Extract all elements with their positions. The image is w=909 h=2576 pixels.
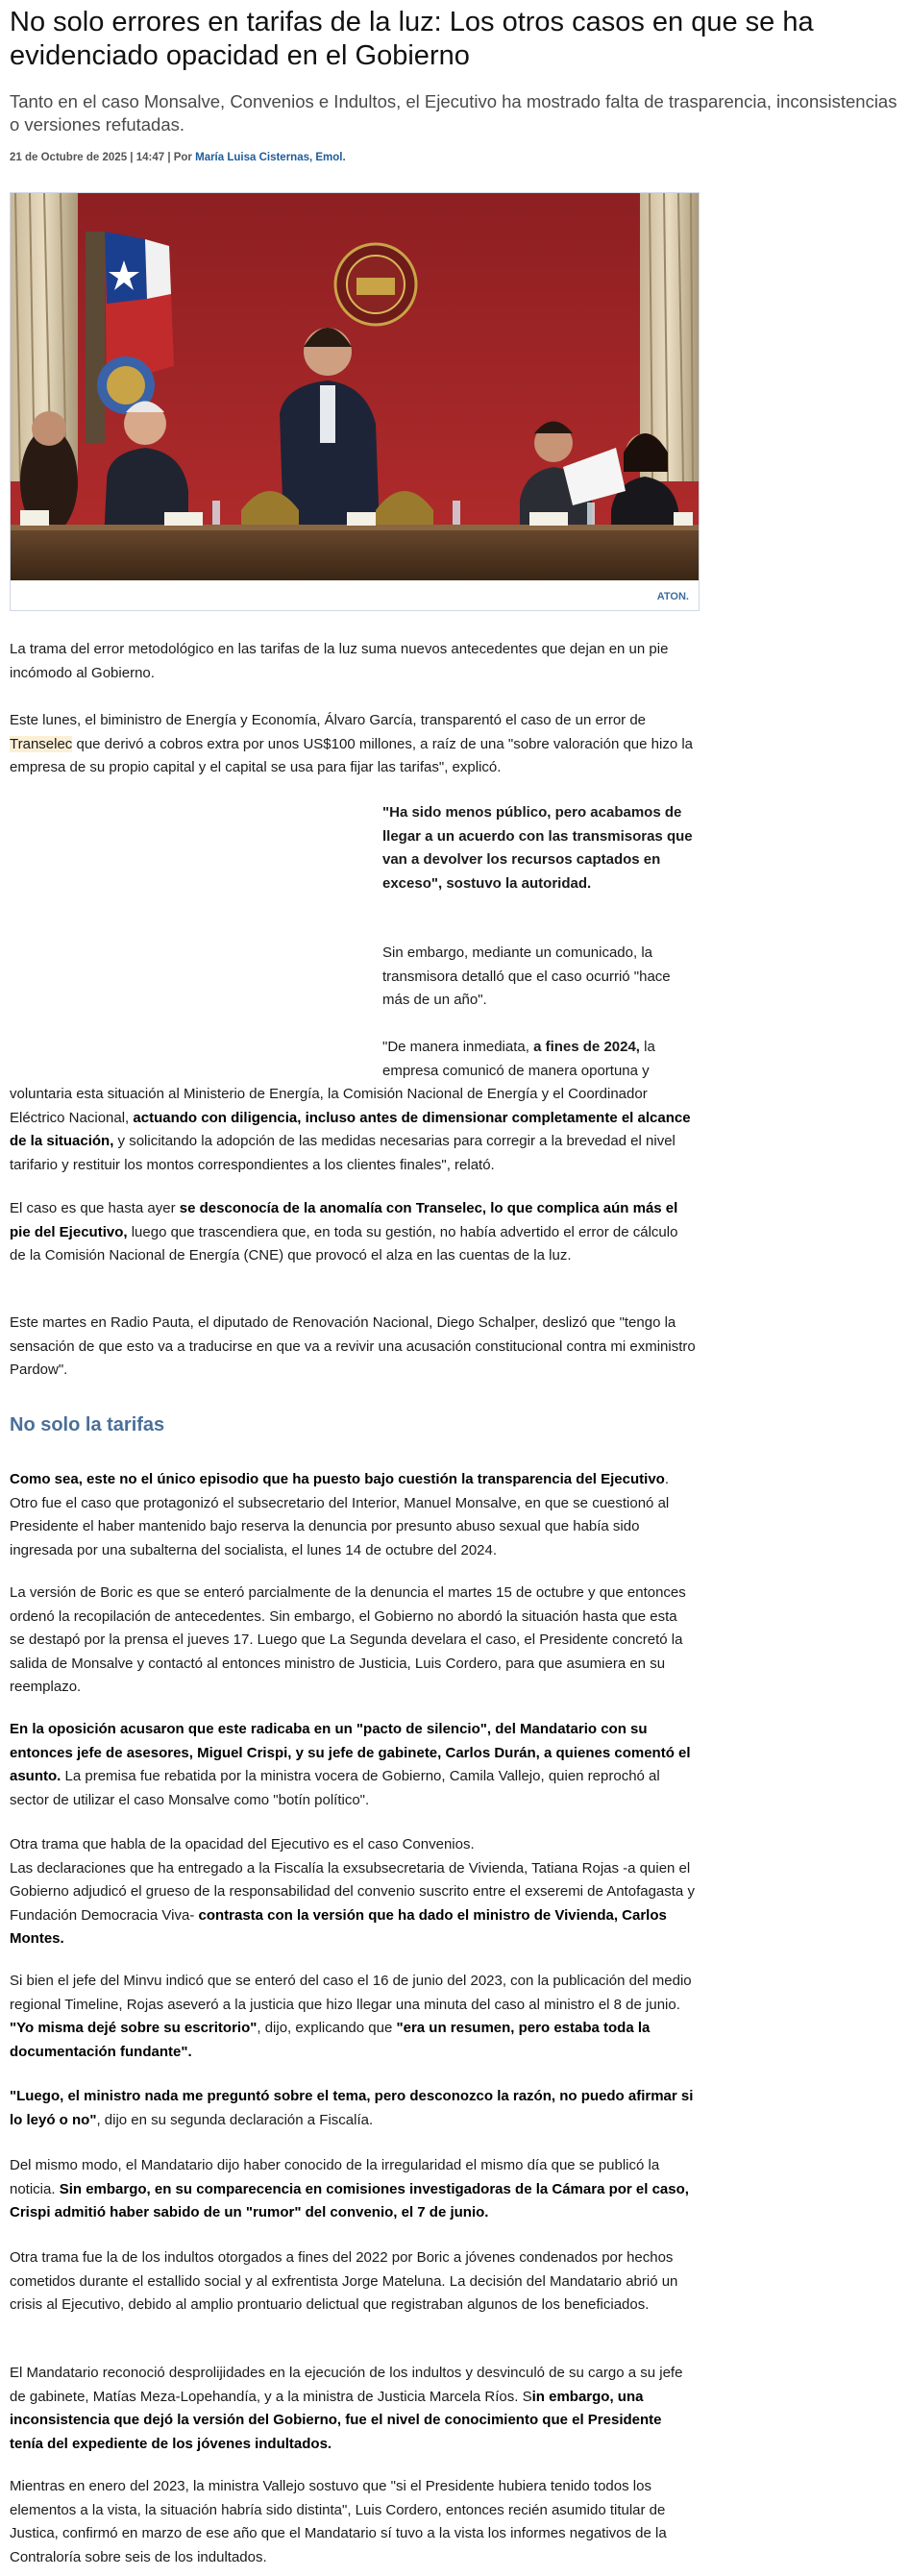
paragraph-11-bold: "Luego, el ministro nada me preguntó sobre el tema, pero desconozco la razón, no puedo afirmar si lo leyó o no" [10, 2088, 694, 2128]
quote-3-bold: a fines de 2024, [533, 1039, 640, 1055]
article-title: No solo errores en tarifas de la luz: Los otros casos en que se ha evidenciado opacidad en el Gobierno [10, 7, 814, 71]
paragraph-10-text-c: , dijo, explicando que [257, 2020, 397, 2036]
paragraph-10-text-a: Si bien el jefe del Minvu indicó que se enteró del caso el 16 de junio del 2023, con la publicación del medio regional Timeline, Rojas aseveró a la justicia que hizo llegar una minuta del caso al ministro el 8 de junio. [10, 1973, 692, 2013]
author-link[interactable] [174, 152, 346, 163]
quote-1-bold: "Ha sido menos público, pero acabamos de llegar a un acuerdo con las transmisoras que van a devolver los recursos captados en exceso", sostuvo la autoridad. [382, 804, 693, 892]
quote-1 [382, 801, 700, 895]
article-photo-figure [10, 192, 700, 611]
paragraph-5: Este martes en Radio Pauta, el diputado de Renovación Nacional, Diego Schalper, deslizó que "tengo la sensación de que esto va a traducirse en que va a revivir una acusación constitucional contra mi exministro Pardow". [10, 1314, 696, 1378]
paragraph-14-text: El Mandatario reconoció desprolijidades en la ejecución de los indultos y desvinculó de su cargo a su jefe de gabinete, Matías Meza-Lopehandía, y a la ministra de Justicia Marcela Ríos. S [10, 2365, 683, 2405]
paragraph-2 [10, 709, 696, 780]
quote-3 [382, 1036, 700, 1083]
paragraph-11-text: , dijo en su segunda declaración a Fiscalía. [96, 2111, 374, 2128]
paragraph-2-text-a: Este lunes, el biministro de Energía y Economía, Álvaro García, transparentó el caso de un error de [10, 712, 647, 728]
photo-credit: ATON. [656, 591, 689, 602]
paragraph-14 [10, 2362, 696, 2456]
paragraph-6-text: . Otro fue el caso que protagonizó el subsecretario del Interior, Manuel Monsalve, en que se cuestionó al Presidente el haber mantenido bajo reserva la denuncia por presunto abuso sexual que había sido ingresada por una subalterna del socialista, el lunes 14 de octubre del 2024. [10, 1471, 670, 1558]
paragraph-2-text-b: que derivó a cobros extra por unos US$100 millones, a raíz de una "sobre valoración que hizo la empresa de su propio capital y el capital se usa para fijar las tarifas", explicó. [10, 735, 694, 775]
paragraph-9-bold: contrasta con la versión que ha dado el ministro de Vivienda, Carlos Montes. [10, 1906, 667, 1947]
paragraph-12-bold: Sin embargo, en su comparecencia en comisiones investigadoras de la Cámara por el caso, Crispi admitió haber sabido de un "rumor" del convenio, el 7 de junio. [10, 2180, 689, 2220]
quote-3-text-c: la empresa comunicó de manera oportuna y [382, 1039, 655, 1079]
paragraph-13: Otra trama fue la de los indultos otorgados a fines del 2022 por Boric a jóvenes condenados por hechos cometidos durante el estallido social y al exfrentista Jorge Mateluna. La decisión del Mandatario abrió un crisis al Ejecutivo, debido al amplio prontuario delictual que registraban algunos de los beneficiados. [10, 2249, 678, 2313]
paragraph-3-bold: actuando con diligencia, incluso antes de dimensionar completamente el alcance de la situación, [10, 1109, 691, 1149]
paragraph-12 [10, 2154, 696, 2225]
paragraph-10 [10, 1970, 696, 2064]
paragraph-8 [10, 1718, 696, 1812]
paragraph-8-text: La premisa fue rebatida por la ministra vocera de Gobierno, Camila Vallejo, quien reprochó al sector de utilizar el caso Monsalve como "botín político". [10, 1768, 660, 1808]
paragraph-4-text-c: luego que trascendiera que, en toda su gestión, no había advertido el error de cálculo de la Comisión Nacional de Energía (CNE) que provocó el alza en las cuentas de la luz. [10, 1223, 678, 1263]
paragraph-3-text-a: voluntaria esta situación al Ministerio de Energía, la Comisión Nacional de Energía y el Coordinador Eléctrico Nacional, [10, 1086, 648, 1126]
paragraph-14-bold: in embargo, una inconsistencia que dejó la versión del Gobierno, fue el nivel de conocimiento que el Presidente tenía del expediente de los jóvenes indultados. [10, 2388, 662, 2452]
paragraph-9 [10, 1833, 696, 1951]
transelec-link[interactable]: Transelec [10, 735, 73, 752]
paragraph-4 [10, 1197, 696, 1268]
byline-prefix: Por [173, 152, 192, 163]
paragraph-3-text-c: y solicitando la adopción de las medidas necesarias para corregir a la brevedad el nivel tarifario y restituir los montos correspondientes a los clientes finales", relató. [10, 1133, 676, 1173]
paragraph-6-bold: Como sea, este no el único episodio que ha puesto bajo cuestión la transparencia del Ejecutivo [10, 1471, 665, 1487]
byline-separator: | [167, 152, 174, 163]
publish-date: 21 de Octubre de 2025 | 14:47 [10, 152, 165, 163]
paragraph-10-bold-d: "era un resumen, pero estaba toda la documentación fundante". [10, 2020, 651, 2060]
paragraph-4-text-a: El caso es que hasta ayer [10, 1200, 180, 1216]
paragraph-9-text: Las declaraciones que ha entregado a la Fiscalía la exsubsecretaria de Vivienda, Tatiana Rojas -a quien el Gobierno adjudicó el grueso de la responsabilidad del convenio suscrito entre el exseremi de Antofagasta y Fundación Democracia Viva- [10, 1859, 695, 1924]
paragraph-3 [10, 1083, 696, 1177]
paragraph-1: La trama del error metodológico en las tarifas de la luz suma nuevos antecedentes que dejan en un pie incómodo al Gobierno. [10, 641, 669, 681]
paragraph-6 [10, 1468, 696, 1562]
paragraph-4-bold: se desconocía de la anomalía con Transelec, lo que complica aún más el pie del Ejecutivo, [10, 1200, 678, 1240]
quote-3-text-a: "De manera inmediata, [382, 1039, 534, 1055]
article-subtitle: Tanto en el caso Monsalve, Convenios e Indultos, el Ejecutivo ha mostrado falta de trasparencia, inconsistencias o versiones refutadas. [10, 91, 897, 135]
byline [10, 152, 346, 163]
paragraph-8-bold: En la oposición acusaron que este radicaba en un "pacto de silencio", del Mandatario con su entonces jefe de asesores, Miguel Crispi, y su jefe de gabinete, Carlos Durán, a quienes comentó el asunto. [10, 1721, 691, 1784]
paragraph-12-text: Del mismo modo, el Mandatario dijo haber conocido de la irregularidad el mismo día que se publicó la noticia. [10, 2157, 660, 2197]
quote-2: Sin embargo, mediante un comunicado, la transmisora detalló que el caso ocurrió "hace más de un año". [382, 945, 671, 1008]
photo-illustration [11, 193, 699, 580]
author-name: María Luisa Cisternas, Emol. [195, 152, 346, 163]
paragraph-15: Mientras en enero del 2023, la ministra Vallejo sostuvo que "si el Presidente hubiera tenido todos los elementos a la vista, la situación habría sido distinta", Luis Cordero, entonces recién asumido titular de Justica, confirmó en marzo de ese año que el Mandatario sí tuvo a la vista los informes negativos de la Contraloría sobre seis de los indultados. [10, 2478, 667, 2565]
paragraph-7: La versión de Boric es que se enteró parcialmente de la denuncia el martes 15 de octubre y que entonces ordenó la recopilación de antecedentes. Sin embargo, el Gobierno no abordó la situación hasta que esta se destapó por la prensa el jueves 17. Luego que La Segunda develara el caso, el Presidente concretó la salida de Monsalve y contactó al entonces ministro de Justicia, Luis Cordero, para que asumiera en su reemplazo. [10, 1584, 686, 1695]
paragraph-9-line-1: Otra trama que habla de la opacidad del Ejecutivo es el caso Convenios. [10, 1836, 475, 1852]
paragraph-10-bold-b: "Yo misma dejé sobre su escritorio" [10, 2020, 258, 2036]
section-heading: No solo la tarifas [10, 1414, 165, 1435]
paragraph-11 [10, 2085, 696, 2132]
article-photo[interactable] [11, 193, 699, 580]
